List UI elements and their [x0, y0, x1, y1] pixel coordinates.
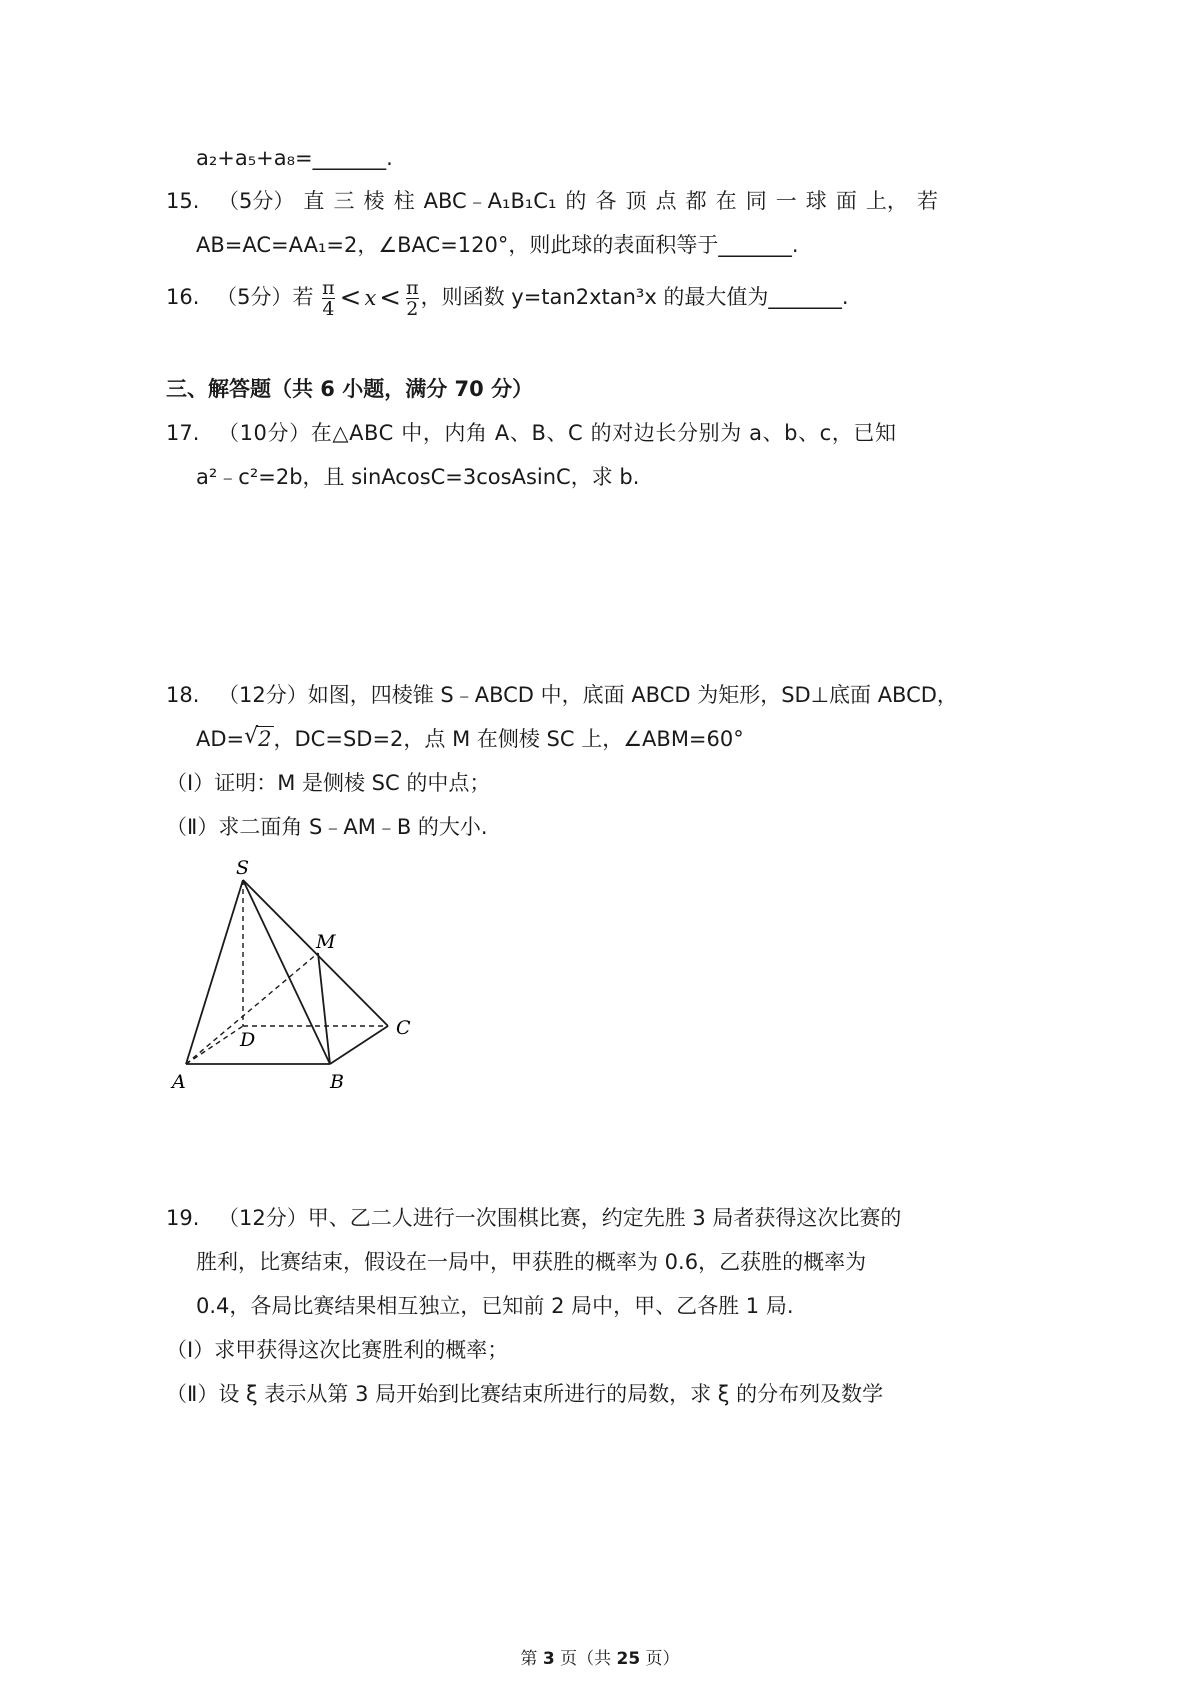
current-page: 3	[542, 1649, 555, 1669]
q16-score: （5分）	[216, 285, 293, 309]
q19-line2: 胜利，比赛结束，假设在一局中，甲获胜的概率为 0.6，乙获胜的概率为	[196, 1250, 867, 1274]
edge-SC	[243, 880, 388, 1026]
section-title: 三、解答题（共 6 小题，满分 70 分）	[166, 377, 534, 401]
edge-BC	[330, 1026, 388, 1064]
q17-number: 17.	[166, 421, 200, 445]
total-pages: 25	[616, 1649, 641, 1669]
label-C: C	[396, 1017, 411, 1039]
edge-SB	[243, 880, 330, 1064]
q16-line: 16. （5分）若 $\frac{\pi}{4}$ < x < $\frac{\pi}{2}$ ，则函数 y=tan2xtan³x 的最大值为_______.	[166, 276, 849, 320]
edge-AD	[186, 1026, 243, 1064]
q19-line1: （12分）甲、乙二人进行一次围棋比赛，约定先胜 3 局者获得这次比赛的	[218, 1206, 902, 1230]
pyramid-figure	[160, 850, 430, 1100]
q19-number: 19.	[166, 1206, 200, 1230]
label-A: A	[172, 1071, 186, 1093]
q15-score: （5分）	[218, 189, 295, 213]
edge-SA	[186, 880, 243, 1064]
q16-frac2: $\frac{\pi}{2}$	[406, 276, 419, 320]
q15-line1: （5分） 直 三 棱 柱 ABC﹣A₁B₁C₁ 的 各 顶 点 都 在 同 一 球 面 上， 若	[218, 186, 938, 216]
q19-part2: （Ⅱ）设 ξ 表示从第 3 局开始到比赛结束所进行的局数，求 ξ 的分布列及数学	[166, 1382, 884, 1406]
q18-part1: （I）证明：M 是侧棱 SC 的中点；	[166, 771, 491, 795]
label-D: D	[240, 1029, 256, 1051]
less-than-sign: <	[339, 283, 362, 313]
q15-line2: AB=AC=AA₁=2，∠BAC=120°，则此球的表面积等于_______.	[196, 233, 799, 257]
figure-solid-edges	[186, 880, 388, 1064]
q15-number: 15.	[166, 189, 200, 213]
q14-tail: a₂+a₅+a₈=_______.	[196, 146, 393, 170]
label-S: S	[236, 857, 250, 879]
q16-frac1: $\frac{\pi}{4}$	[322, 276, 335, 320]
sqrt-expression: √ 2	[244, 724, 272, 751]
label-B: B	[330, 1071, 344, 1093]
q18-part2: （Ⅱ）求二面角 S﹣AM﹣B 的大小.	[166, 815, 488, 839]
q18-number: 18.	[166, 683, 200, 707]
less-than-sign: <	[379, 283, 402, 313]
q16-var: x	[364, 286, 377, 310]
q19-part1: （I）求甲获得这次比赛胜利的概率；	[166, 1338, 509, 1362]
q19-line3: 0.4，各局比赛结果相互独立，已知前 2 局中，甲、乙各胜 1 局.	[196, 1294, 794, 1318]
q16-number: 16.	[166, 285, 200, 309]
q17-line2: a²﹣c²=2b，且 sinAcosC=3cosAsinC，求 b.	[196, 465, 640, 489]
label-M: M	[316, 931, 336, 953]
q17-line1: （10分）在△ABC 中，内角 A、B、C 的对边长分别为 a、b、c，已知	[218, 421, 897, 445]
edge-MB	[318, 953, 330, 1064]
radical-sign-icon: √	[244, 724, 259, 749]
q18-line2: AD= √ 2，DC=SD=2，点 M 在侧棱 SC 上，∠ABM=60°	[196, 724, 744, 754]
page-footer: 第 3 页（共 25 页）	[520, 1649, 680, 1669]
q18-line1: （12分）如图，四棱锥 S﹣ABCD 中，底面 ABCD 为矩形，SD⊥底面 ABCD，	[218, 683, 958, 707]
